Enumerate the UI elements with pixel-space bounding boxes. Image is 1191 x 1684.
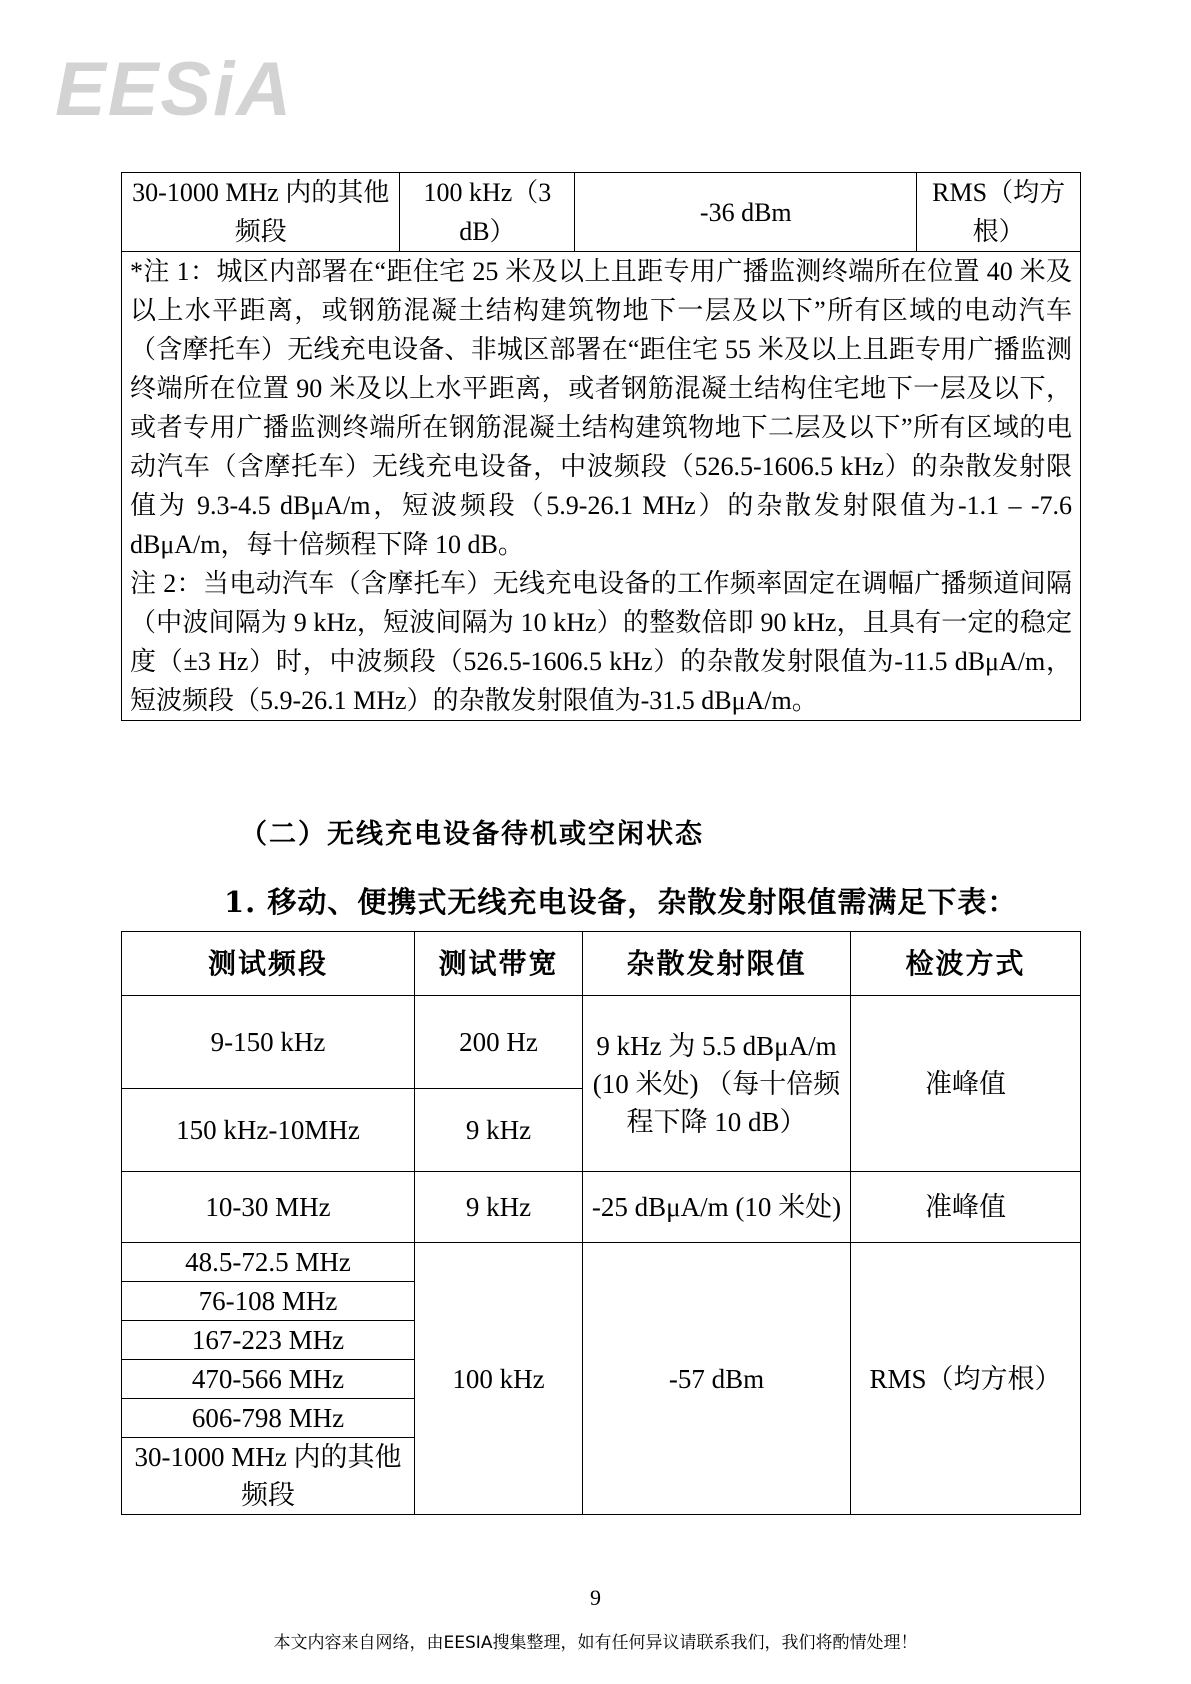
header-band: 测试频段 [122, 932, 415, 996]
limit-cell: -25 dBμA/m (10 米处) [583, 1172, 851, 1243]
eesia-logo: EESiA [55, 47, 294, 132]
band-cell: 167-223 MHz [122, 1321, 415, 1360]
band-cell: 10-30 MHz [122, 1172, 415, 1243]
bandwidth-cell: 100 kHz [415, 1243, 583, 1515]
standby-limits-table [121, 931, 1081, 1515]
header-detector: 检波方式 [851, 932, 1081, 996]
note-cell [122, 252, 1081, 721]
note-1: *注 1：城区内部署在“距住宅 25 米及以上且距专用广播监测终端所在位置 40 米及以上水平距离，或钢筋混凝土结构建筑物地下一层及以下”所有区域的电动汽车（含摩托车）无线充电设备、非城区部署在“距住宅 55 米及以上且距专用广播监测终端所在位置 90 米及以上水平距离，或者钢筋混凝土结构住宅地下一层及以下，或者专用广播监测终端所在钢筋混凝土结构建筑物地下二层及以下”所有区域的电动汽车（含摩托车）无线充电设备，中波频段（526.5-1606.5 kHz）的杂散发射限值为 9.3-4.5 dBμA/m，短波频段（5.9-26.1 MHz）的杂散发射限值为-1.1 – -7.6 dBμA/m，每十倍频程下降 10 dB。 [130, 257, 1072, 559]
bandwidth-cell: 9 kHz [415, 1172, 583, 1243]
note-2: 注 2：当电动汽车（含摩托车）无线充电设备的工作频率固定在调幅广播频道间隔（中波间隔为 9 kHz，短波间隔为 10 kHz）的整数倍即 90 kHz，且具有一定的稳定度（±3 Hz）时，中波频段（526.5-1606.5 kHz）的杂散发射限值为-11.5 dBμA/m，短波频段（5.9-26.1 MHz）的杂散发射限值为-31.5 dBμA/m。 [130, 569, 1072, 715]
table-row [122, 1243, 1081, 1282]
header-row [122, 932, 1081, 996]
band-cell: 30-1000 MHz 内的其他频段 [122, 1438, 415, 1515]
band-cell: 470-566 MHz [122, 1360, 415, 1399]
note-row [122, 252, 1081, 721]
footer-disclaimer: 本文内容来自网络，由EESIA搜集整理，如有任何异议请联系我们，我们将酌情处理！ [273, 1633, 918, 1653]
detector-cell: RMS（均方根） [917, 173, 1081, 252]
limit-cell: 9 kHz 为 5.5 dBμA/m (10 米处) （每十倍频程下降 10 dB） [583, 996, 851, 1172]
detector-cell: 准峰值 [851, 996, 1081, 1172]
band-cell: 150 kHz-10MHz [122, 1089, 415, 1172]
band-cell: 9-150 kHz [122, 996, 415, 1089]
band-cell: 606-798 MHz [122, 1399, 415, 1438]
header-bandwidth: 测试带宽 [415, 932, 583, 996]
subsection-heading: 1. 移动、便携式无线充电设备，杂散发射限值需满足下表： [224, 885, 1018, 919]
bandwidth-cell: 9 kHz [415, 1089, 583, 1172]
bandwidth-cell: 100 kHz（3 dB） [400, 173, 575, 252]
band-cell: 48.5-72.5 MHz [122, 1243, 415, 1282]
header-limit: 杂散发射限值 [583, 932, 851, 996]
detector-cell: 准峰值 [851, 1172, 1081, 1243]
band-cell: 30-1000 MHz 内的其他频段 [122, 173, 400, 252]
table-row [122, 173, 1081, 252]
detector-cell: RMS（均方根） [851, 1243, 1081, 1515]
bandwidth-cell: 200 Hz [415, 996, 583, 1089]
limit-cell: -57 dBm [583, 1243, 851, 1515]
band-cell: 76-108 MHz [122, 1282, 415, 1321]
table-row [122, 996, 1081, 1089]
page-number: 9 [590, 1585, 601, 1610]
limits-table-continued [121, 172, 1081, 721]
limit-cell: -36 dBm [575, 173, 917, 252]
section-heading: （二）无线充电设备待机或空闲状态 [240, 819, 704, 850]
table-row [122, 1172, 1081, 1243]
